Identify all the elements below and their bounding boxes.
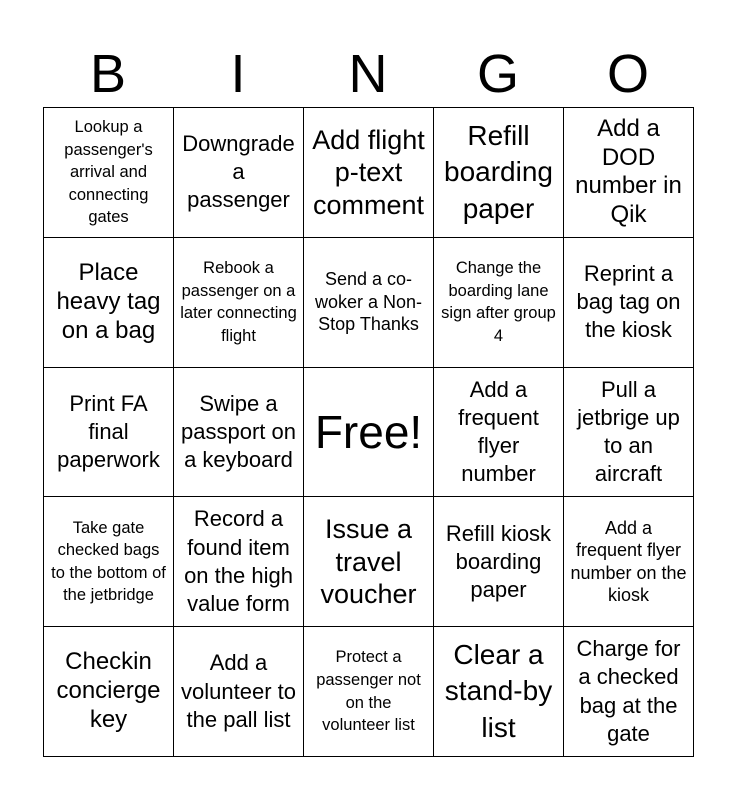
bingo-cell[interactable] <box>564 497 694 627</box>
bingo-grid <box>43 107 694 757</box>
cell-text: Pull a jetbrige up to an aircraft <box>577 376 680 487</box>
cell-text: Checkin concierge key <box>56 648 161 733</box>
bingo-cell[interactable] <box>44 368 174 498</box>
cell-text: Charge for a checked bag at the gate <box>576 636 681 746</box>
cell-text: Refill boarding paper <box>444 119 553 224</box>
bingo-cell[interactable] <box>304 238 434 368</box>
bingo-cell[interactable] <box>564 627 694 757</box>
cell-text: Send a co-woker a Non-Stop Thanks <box>314 269 423 335</box>
cell-text: Clear a stand-by list <box>444 639 553 743</box>
cell-text: Lookup a passenger's arrival and connecting gates <box>64 117 153 227</box>
header-letter-b: B <box>89 44 127 104</box>
cell-text: Place heavy tag on a bag <box>56 259 161 344</box>
header-letter-i: I <box>230 44 246 104</box>
cell-text: Record a found item on the high value form <box>184 506 293 616</box>
bingo-cell[interactable] <box>434 238 564 368</box>
bingo-cell[interactable] <box>564 368 694 498</box>
cell-text: Reprint a bag tag on the kiosk <box>576 260 681 343</box>
bingo-cell[interactable] <box>44 627 174 757</box>
bingo-cell[interactable] <box>44 108 174 238</box>
bingo-cell[interactable] <box>304 497 434 627</box>
cell-text: Change the boarding lane sign after group 4 <box>441 259 556 345</box>
bingo-cell[interactable] <box>44 497 174 627</box>
bingo-cell[interactable] <box>564 108 694 238</box>
cell-text: Add flight p-text comment <box>312 124 425 220</box>
bingo-cell[interactable] <box>44 238 174 368</box>
bingo-cell[interactable] <box>434 627 564 757</box>
cell-text: Downgrade a passenger <box>182 131 295 213</box>
bingo-cell[interactable] <box>434 108 564 238</box>
bingo-cell[interactable] <box>304 627 434 757</box>
bingo-cell[interactable] <box>434 497 564 627</box>
bingo-header <box>43 40 693 108</box>
bingo-cell[interactable] <box>434 368 564 498</box>
cell-text: Issue a travel voucher <box>320 514 417 609</box>
bingo-cell[interactable] <box>174 368 304 498</box>
header-letter-g: G <box>476 44 519 104</box>
cell-text: Rebook a passenger on a later connecting flight <box>180 259 297 345</box>
cell-text: Print FA final paperwork <box>57 390 160 473</box>
bingo-cell[interactable] <box>304 108 434 238</box>
bingo-cell[interactable] <box>174 627 304 757</box>
cell-text: Swipe a passport on a keyboard <box>181 390 296 473</box>
cell-text: Add a DOD number in Qik <box>575 114 682 229</box>
free-space-text: Free! <box>314 405 423 458</box>
header-letter-o: O <box>606 44 649 104</box>
cell-text: Refill kiosk boarding paper <box>445 520 552 602</box>
cell-text: Take gate checked bags to the bottom of the jetbridge <box>51 518 166 605</box>
header-letter-n: N <box>348 44 388 104</box>
cell-text: Add a frequent flyer number <box>458 376 539 487</box>
cell-text: Add a volunteer to the pall list <box>181 650 296 732</box>
bingo-cell[interactable] <box>174 238 304 368</box>
bingo-cell[interactable] <box>564 238 694 368</box>
cell-text: Add a frequent flyer number on the kiosk <box>570 517 687 606</box>
free-cell[interactable] <box>304 368 434 498</box>
bingo-cell[interactable] <box>174 108 304 238</box>
cell-text: Protect a passenger not on the volunteer list <box>316 648 421 735</box>
bingo-cell[interactable] <box>174 497 304 627</box>
